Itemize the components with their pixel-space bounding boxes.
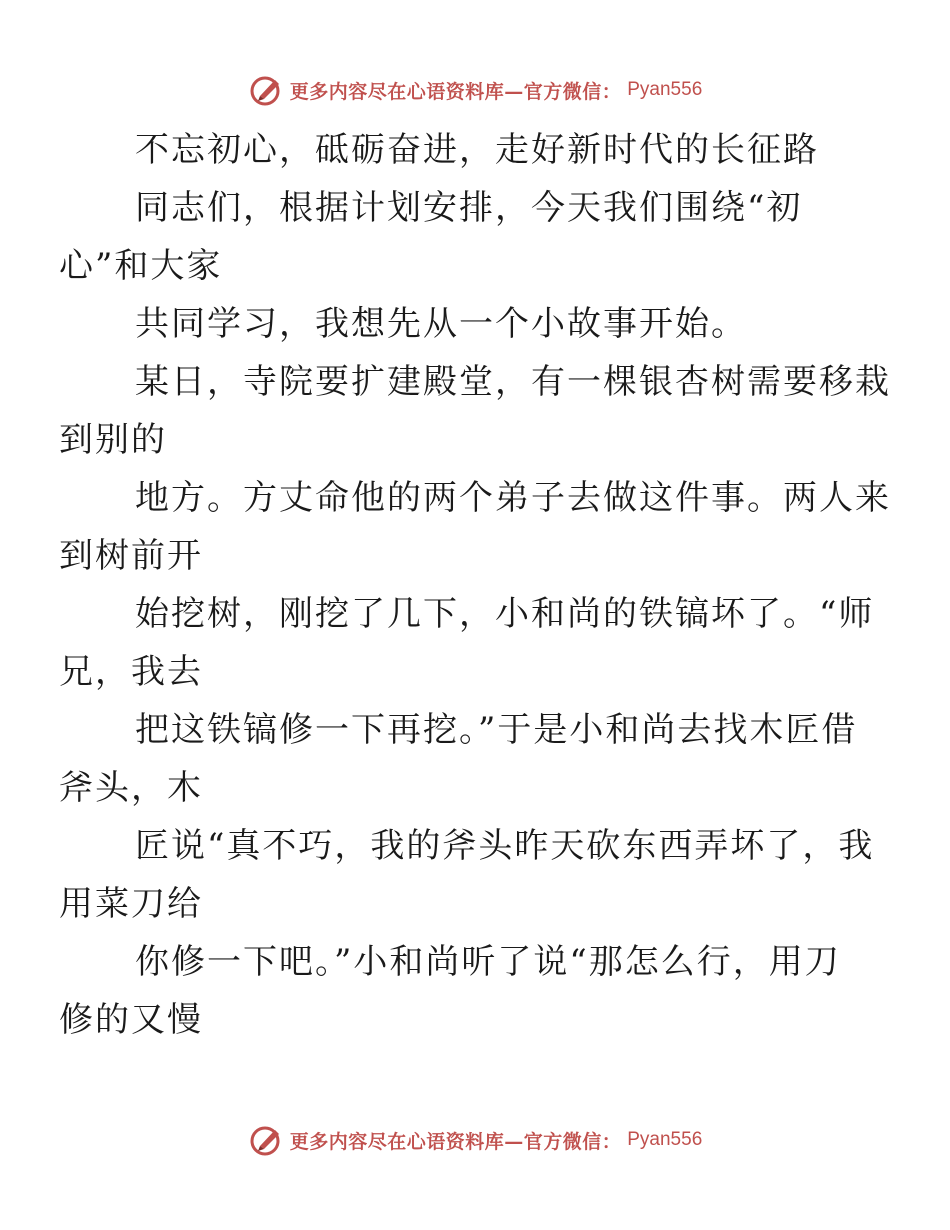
document-text <box>59 121 891 1049</box>
pen-logo-icon <box>248 1122 284 1158</box>
text-line: 心”和大家 <box>59 246 223 286</box>
pen-logo-icon <box>248 72 284 108</box>
text-line: 同志们，根据计划安排，今天我们围绕“初 <box>135 188 803 228</box>
text-line: 用菜刀给 <box>59 884 203 924</box>
footer-banner <box>0 1122 950 1158</box>
text-line: 修的又慢 <box>59 1000 203 1040</box>
text-line: 到树前开 <box>59 536 203 576</box>
text-line: 斧头，木 <box>59 768 203 808</box>
text-line: 地方。方丈命他的两个弟子去做这件事。两人来 <box>135 478 891 518</box>
footer-banner-contact: Pyan556 <box>627 1129 703 1150</box>
text-line: 某日，寺院要扩建殿堂，有一棵银杏树需要移栽 <box>135 362 891 402</box>
header-banner-contact: Pyan556 <box>627 79 703 100</box>
text-line: 兄，我去 <box>59 652 203 692</box>
footer-banner-text: 更多内容尽在心语资料库—官方微信： <box>289 1130 622 1153</box>
document-body <box>59 121 891 1049</box>
header-banner <box>0 72 950 108</box>
text-line: 不忘初心，砥砺奋进，走好新时代的长征路 <box>135 130 819 170</box>
text-line: 匠说“真不巧，我的斧头昨天砍东西弄坏了，我 <box>135 826 875 866</box>
text-line: 把这铁镐修一下再挖。”于是小和尚去找木匠借 <box>135 710 858 750</box>
text-line: 共同学习，我想先从一个小故事开始。 <box>135 304 747 344</box>
header-banner-text: 更多内容尽在心语资料库—官方微信： <box>289 80 622 103</box>
text-line: 你修一下吧。”小和尚听了说“那怎么行，用刀 <box>135 942 841 982</box>
text-line: 到别的 <box>59 420 167 460</box>
text-line: 始挖树，刚挖了几下，小和尚的铁镐坏了。“师 <box>135 594 875 634</box>
